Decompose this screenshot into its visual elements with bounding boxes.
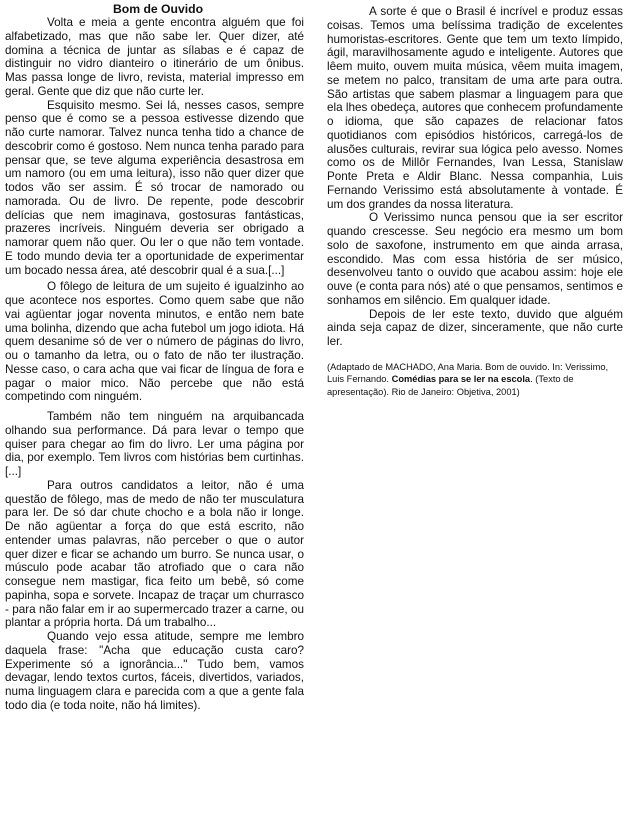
page-title: Bom de Ouvido xyxy=(112,2,204,16)
left-column xyxy=(5,16,304,713)
citation-text-end: . (Texto de apresentação). Rio de Janeiro: Objetiva, 2001) xyxy=(327,374,574,397)
paragraph: O fôlego de leitura de um sujeito é igualzinho ao que acontece nos esportes. Como quem sabe que não vai agüentar jogar noventa minutos, e então nem bate uma bolinha, dizendo que acha futebol um jogo idiota. Há quem desanime só de ver o número de páginas do livro, ou o tamanho da letra, ou o fato de não ter ilustração. Nesse caso, o cara acha que vai ficar de língua de fora e pagar o maior mico. Não percebe que não está competindo com ninguém. xyxy=(5,280,304,404)
right-column xyxy=(327,5,623,398)
paragraph: Quando vejo essa atitude, sempre me lembro daquela frase: "Acha que educação custa caro? Experimente só a ignorância..." Tudo bem, vamos devagar, lendo textos curtos, fáceis, divertidos, variados, numa linguagem clara e parecida com a que a gente fala todo dia (e toda noite, não há limites). xyxy=(5,630,304,712)
source-citation xyxy=(327,361,623,399)
citation-text: (Adaptado de MACHADO, Ana Maria. Bom de ouvido. In: Verissimo, Luis Fernando. xyxy=(327,361,609,385)
paragraph: A sorte é que o Brasil é incrível e produz essas coisas. Temos uma belíssima tradição de excelentes humoristas-escritores. Gente que tem um texto límpido, ágil, maravilhosamente agudo e inteligente. Autores que lêem muito, ouvem muita música, vêem muita imagem, se metem no palco, transitam de uma arte para outra. São artistas que sabem plasmar a linguagem para que ela lhes obedeça, autores que conhecem profundamente o idioma, que são capazes de relacionar fatos quotidianos com episódios históricos, carregá-los de alusões culturais, revirar sua lógica pelo avesso. Nomes como os de Millôr Fernandes, Ivan Lessa, Stanislaw Ponte Preta e Aldir Blanc. Nessa companhia, Luis Fernando Verissimo está absolutamente à vontade. É um dos grandes da nossa literatura. xyxy=(327,5,623,211)
paragraph: Para outros candidatos a leitor, não é uma questão de fôlego, mas de medo de não ter musculatura para ler. De só dar chute chocho e a bola não ir longe. De não agüentar a força do que está escrito, não entender umas palavras, não perceber o que o autor quer dizer e ficar se achando um burro. Se nunca usar, o músculo pode acabar tão atrofiado que o cara não consegue nem mastigar, fica feito um bebê, só come papinha, sopa e sorvete. Incapaz de traçar um churrasco - para não falar em ir ao supermercado trazer a carne, ou plantar a própria horta. Dá um trabalho... xyxy=(5,478,304,630)
paragraph: Também não tem ninguém na arquibancada olhando sua performance. Dá para levar o tempo que quiser para chegar ao fim do livro. Ler uma página por dia, por exemplo. Tem livros com histórias bem curtinhas.[...] xyxy=(5,410,304,478)
paragraph: Esquisito mesmo. Sei lá, nesses casos, sempre penso que é como se a pessoa estivesse dizendo que não curte namorar. Talvez nunca tenha tido a chance de descobrir como é gostoso. Nem nunca tenha parado para pensar que, se teve alguma experiência desastrosa em um namoro (ou em uma leitura), isso não quer dizer que todos vão ser assim. É só trocar de namorado ou namorada. Ou de livro. De repente, pode descobrir delícias que nem imaginava, gostosuras fantásticas, prazeres incríveis. Ninguém deveria ser obrigado a namorar quem não quer. Ou ler o que não tem vontade. E todo mundo devia ter a oportunidade de experimentar um bocado nessa área, até descobrir qual é a sua.[...] xyxy=(5,98,304,277)
paragraph: Depois de ler este texto, duvido que alguém ainda seja capaz de dizer, sinceramente, que não curte ler. xyxy=(327,307,623,348)
paragraph: O Verissimo nunca pensou que ia ser escritor quando crescesse. Seu negócio era mesmo um bom solo de saxofone, instrumento em que ainda arrasa, escondido. Mas com essa história de ser músico, desenvolveu tanto o ouvido que acabou assim: hoje ele ouve (e conta para nós) até o que pensamos, sentimos e sonhamos em silêncio. Em qualquer idade. xyxy=(327,211,623,307)
book-title: Comédias para se ler na escola xyxy=(391,374,531,385)
paragraph: Volta e meia a gente encontra alguém que foi alfabetizado, mas que não sabe ler. Quer dizer, até domina a técnica de juntar as sílabas e é capaz de distinguir no vidro dianteiro o itinerário de um ônibus. Mas passa longe de livro, revista, material impresso em geral. Gente que diz que não curte ler. xyxy=(5,16,304,98)
